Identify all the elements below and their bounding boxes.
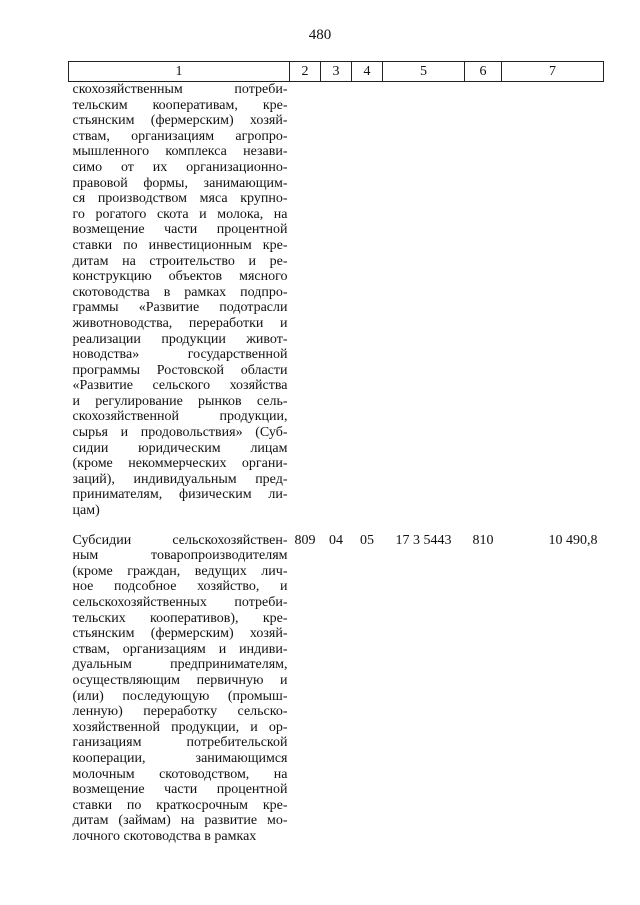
description-line: стьянским (фермерским) хозяй-: [72, 113, 288, 129]
description-line: заций), индивидуальным пред-: [72, 471, 288, 487]
description-line: кооперации, занимающимся: [72, 750, 288, 766]
column-header-4: 4: [352, 62, 383, 82]
page-number: 480: [308, 27, 332, 43]
row-spacer: [69, 519, 604, 533]
description-line: (кроме некоммерческих органи-: [72, 456, 288, 472]
row-description: [69, 533, 290, 845]
description-line: ставки по краткосрочным кре-: [72, 797, 288, 813]
description-line: ганизациям потребительской: [72, 735, 288, 751]
row-description: [69, 82, 290, 519]
column-header-7: 7: [502, 62, 604, 82]
description-line: реализации продукции живот-: [72, 331, 288, 347]
description-line: скохозяйственной продукции,: [72, 409, 288, 425]
column-header-2: 2: [290, 62, 321, 82]
description-line: дитам на строительство и ре-: [72, 253, 288, 269]
description-line: ленную) переработку сельско-: [72, 704, 288, 720]
description-line: Субсидии сельскохозяйствен-: [72, 532, 288, 548]
table-header-row: [69, 62, 604, 82]
cell-ministry-code: [290, 82, 321, 519]
description-line: ставки по инвестиционным кре-: [72, 237, 288, 253]
description-line: дуальным предпринимателям,: [72, 657, 288, 673]
description-line: цам): [72, 503, 100, 519]
description-line: ствам, организациям и индиви-: [72, 641, 288, 657]
cell-subsection-code: 05: [360, 532, 374, 548]
description-line: тельским кооперативам, кре-: [72, 97, 288, 113]
table-row: [69, 82, 604, 519]
description-line: ным товаропроизводителям: [72, 548, 288, 564]
cell-section-code: 04: [329, 532, 343, 548]
description-line: программы Ростовской области: [72, 362, 288, 378]
description-line: симо от их организационно-: [72, 159, 288, 175]
description-line: скотоводства в рамках подпро-: [72, 284, 288, 300]
description-line: ствам, организациям агропро-: [72, 128, 288, 144]
description-line: принимателям, физическим ли-: [72, 487, 288, 503]
description-line: сидии юридическим лицам: [72, 440, 288, 456]
column-header-5: 5: [383, 62, 465, 82]
budget-table: [68, 61, 604, 845]
description-line: мышленного комплекса незави-: [72, 144, 288, 160]
description-line: молочным скотоводством, на: [72, 766, 288, 782]
description-line: хозяйственной продукции, и ор-: [72, 719, 288, 735]
column-header-6: 6: [465, 62, 502, 82]
description-line: возмещение части процентной: [72, 782, 288, 798]
description-line: конструкцию объектов мясного: [72, 269, 288, 285]
cell-subsection-code: [352, 82, 383, 519]
description-line: животноводства, переработки и: [72, 315, 288, 331]
description-line: го рогатого скота и молока, на: [72, 206, 288, 222]
column-header-1: 1: [69, 62, 290, 82]
table-row: [69, 533, 604, 845]
description-line: новодства» государственной: [72, 347, 288, 363]
cell-target-article: 17 3 5443: [395, 532, 452, 548]
description-line: правовой формы, занимающим-: [72, 175, 288, 191]
description-line: тельских кооперативов), кре-: [72, 610, 288, 626]
cell-amount: [502, 82, 604, 519]
description-line: (или) последующую (промыш-: [72, 688, 288, 704]
cell-expense-type: [465, 82, 502, 519]
description-line: ся производством мяса крупно-: [72, 191, 288, 207]
description-line: лочного скотоводства в рамках: [72, 828, 257, 844]
cell-expense-type: 810: [472, 532, 494, 548]
description-line: и регулирование рынков сель-: [72, 393, 288, 409]
description-line: ное подсобное хозяйство, и: [72, 579, 288, 595]
description-line: скохозяйственным потреби-: [72, 82, 288, 97]
cell-section-code: [321, 82, 352, 519]
description-line: возмещение части процентной: [72, 222, 288, 238]
description-line: (кроме граждан, ведущих лич-: [72, 563, 288, 579]
description-line: сельскохозяйственных потреби-: [72, 595, 288, 610]
cell-target-article: [383, 82, 465, 519]
description-line: стьянским (фермерским) хозяй-: [72, 626, 288, 642]
cell-amount: 10 490,8: [548, 532, 598, 548]
description-line: граммы «Развитие подотрасли: [72, 300, 288, 316]
column-header-3: 3: [321, 62, 352, 82]
description-line: осуществляющим первичную и: [72, 672, 288, 688]
description-line: сырья и продовольствия» (Суб-: [72, 425, 288, 441]
cell-ministry-code: 809: [294, 532, 316, 548]
description-line: дитам (займам) на развитие мо-: [72, 813, 288, 829]
description-line: «Развитие сельского хозяйства: [72, 378, 288, 394]
